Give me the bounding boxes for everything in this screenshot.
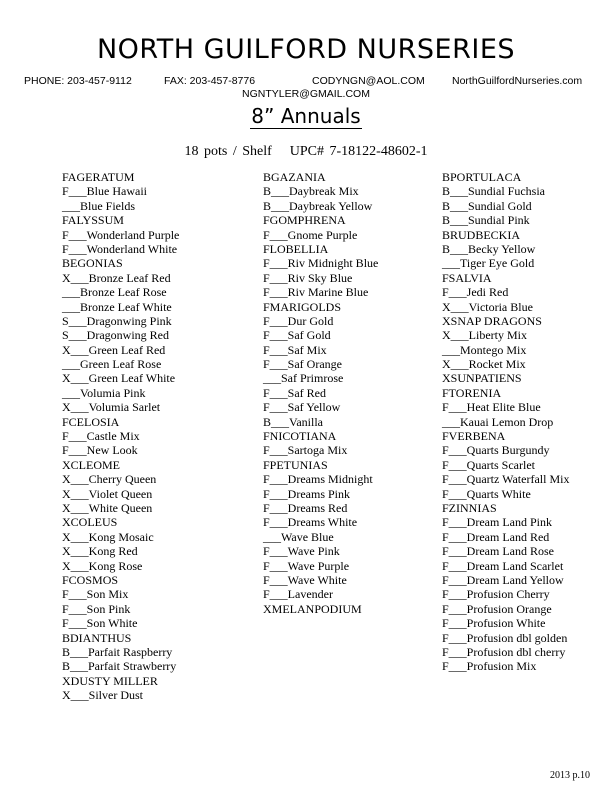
- plant-list-item: BGAZANIA: [263, 170, 326, 184]
- plant-list-item: F___Riv Sky Blue: [263, 270, 353, 285]
- plant-list-item: X___Green Leaf White: [62, 371, 176, 386]
- plant-list-item: F___Dreams Midnight: [263, 472, 373, 487]
- plant-list-item: FSALVIA: [442, 270, 492, 285]
- plant-list-item: XDUSTY MILLER: [62, 673, 158, 688]
- plant-list-item: F___Wave Purple: [263, 558, 350, 573]
- plant-list-item: X___Liberty Mix: [442, 328, 527, 343]
- plant-list-item: F___Wave White: [263, 572, 347, 587]
- plant-list-column-1: [62, 170, 242, 702]
- plant-list-item: F___Dreams Red: [263, 500, 348, 515]
- plant-list-item: ___Bronze Leaf White: [62, 299, 172, 314]
- section-title-text: 8” Annuals: [251, 104, 361, 128]
- plant-list-item: ___Wave Blue: [263, 529, 334, 544]
- plant-list-item: X___Cherry Queen: [62, 472, 157, 487]
- fax-number: FAX: 203-457-8776: [164, 75, 256, 87]
- plant-list-item: F___Profusion Cherry: [442, 587, 550, 602]
- email-address: CODYNGN@AOL.COM: [312, 75, 425, 87]
- plant-list-item: XCLEOME: [62, 457, 120, 472]
- plant-list-item: FPETUNIAS: [263, 457, 328, 472]
- plant-list-item: S___Dragonwing Pink: [62, 313, 172, 328]
- plant-list-item: ___Blue Fields: [62, 198, 136, 213]
- plant-list-item: F___Profusion dbl golden: [442, 630, 568, 645]
- plant-list-item: F___Son Mix: [62, 587, 129, 602]
- plant-list-item: XSUNPATIENS: [442, 371, 522, 386]
- plant-list-item: FLOBELLIA: [263, 241, 329, 256]
- plant-list-item: F___Profusion Mix: [442, 659, 537, 674]
- plant-list-item: X___Bronze Leaf Red: [62, 270, 171, 285]
- plant-list-item: FALYSSUM: [62, 213, 124, 228]
- plant-list-item: ___Saf Primrose: [263, 371, 344, 386]
- plant-list-item: X___Silver Dust: [62, 688, 143, 703]
- plant-list-item: B___Vanilla: [263, 414, 323, 429]
- plant-list-item: F___Quarts Burgundy: [442, 443, 550, 458]
- plant-list-item: X___White Queen: [62, 500, 153, 515]
- plant-list-item: ___Bronze Leaf Rose: [62, 285, 167, 300]
- plant-list-item: F___Wonderland Purple: [62, 227, 180, 242]
- plant-list-item: B___Sundial Fuchsia: [442, 184, 546, 199]
- plant-list-item: B___Becky Yellow: [442, 241, 536, 256]
- plant-list-item: FCOSMOS: [62, 572, 119, 587]
- pots-per-shelf: 18 pots / Shelf: [184, 144, 272, 159]
- email-address-secondary: NGNTYLER@GMAIL.COM: [242, 88, 370, 100]
- plant-list-item: F___Saf Yellow: [263, 400, 341, 415]
- plant-list-item: ___Tiger Eye Gold: [442, 256, 535, 271]
- page-footer: 2013 p.10: [550, 770, 590, 781]
- plant-list-item: F___Dur Gold: [263, 313, 334, 328]
- plant-list-item: F___Sartoga Mix: [263, 443, 348, 458]
- plant-list-item: B___Daybreak Mix: [263, 184, 359, 199]
- plant-list-item: F___Profusion Orange: [442, 601, 552, 616]
- plant-list-item: F___Lavender: [263, 587, 333, 602]
- plant-list-item: F___Dream Land Scarlet: [442, 558, 564, 573]
- plant-list-item: ___Volumia Pink: [62, 385, 146, 400]
- plant-list-item: BDIANTHUS: [62, 630, 132, 645]
- plant-list-item: F___Heat Elite Blue: [442, 400, 541, 415]
- plant-list-item: F___Saf Mix: [263, 342, 327, 357]
- plant-list-item: FZINNIAS: [442, 500, 497, 515]
- plant-list-item: X___Rocket Mix: [442, 357, 526, 372]
- plant-list-item: XMELANPODIUM: [263, 601, 362, 616]
- plant-list-item: XSNAP DRAGONS: [442, 313, 542, 328]
- plant-list-item: FNICOTIANA: [263, 429, 337, 444]
- plant-list-item: F___Quarts White: [442, 486, 531, 501]
- phone-number: PHONE: 203-457-9112: [24, 75, 132, 87]
- plant-list-item: F___Saf Red: [263, 385, 326, 400]
- plant-list-item: BPORTULACA: [442, 170, 522, 184]
- plant-list-column-3: [442, 170, 612, 674]
- plant-list-column-2: [263, 170, 443, 616]
- plant-list-item: F___Riv Marine Blue: [263, 285, 369, 300]
- plant-list-item: F___Son Pink: [62, 601, 131, 616]
- plant-list-item: X___Kong Mosaic: [62, 529, 154, 544]
- plant-list-item: F___Gnome Purple: [263, 227, 358, 242]
- plant-list-item: F___Profusion White: [442, 616, 546, 631]
- plant-list-item: BEGONIAS: [62, 256, 123, 271]
- plant-list-item: F___Riv Midnight Blue: [263, 256, 379, 271]
- plant-list-item: FVERBENA: [442, 429, 506, 444]
- plant-list-item: X___Kong Red: [62, 544, 138, 559]
- section-title: [0, 104, 612, 128]
- plant-list-item: F___Saf Orange: [263, 357, 342, 372]
- plant-list-item: X___Victoria Blue: [442, 299, 533, 314]
- plant-list-item: F___Saf Gold: [263, 328, 331, 343]
- plant-list-item: B___Daybreak Yellow: [263, 198, 373, 213]
- plant-list-item: F___Quartz Waterfall Mix: [442, 472, 570, 487]
- plant-list-item: X___Kong Rose: [62, 558, 143, 573]
- website: NorthGuilfordNurseries.com: [452, 75, 583, 87]
- plant-list-item: X___Volumia Sarlet: [62, 400, 161, 415]
- plant-list-item: FCELOSIA: [62, 414, 120, 429]
- plant-list-item: F___Blue Hawaii: [62, 184, 147, 199]
- plant-list-item: X___Green Leaf Red: [62, 342, 166, 357]
- plant-list-item: F___Dreams Pink: [263, 486, 350, 501]
- plant-list-item: ___Green Leaf Rose: [62, 357, 162, 372]
- plant-list-item: F___Castle Mix: [62, 429, 140, 444]
- plant-list-item: F___Dream Land Yellow: [442, 572, 564, 587]
- plant-list-item: F___Jedi Red: [442, 285, 509, 300]
- pots-info-line: [0, 143, 612, 161]
- plant-list-item: FGOMPHRENA: [263, 213, 346, 228]
- plant-list-item: B___Parfait Strawberry: [62, 659, 177, 674]
- plant-list-item: B___Sundial Gold: [442, 198, 532, 213]
- plant-list-item: S___Dragonwing Red: [62, 328, 169, 343]
- plant-list-item: FAGERATUM: [62, 170, 135, 184]
- plant-list-item: F___Profusion dbl cherry: [442, 644, 566, 659]
- plant-list-item: FTORENIA: [442, 385, 502, 400]
- plant-list-item: F___New Look: [62, 443, 138, 458]
- plant-list-item: ___Montego Mix: [442, 342, 527, 357]
- plant-list-item: BRUDBECKIA: [442, 227, 521, 242]
- page-title: NORTH GUILFORD NURSERIES: [96, 34, 516, 65]
- plant-list-item: XCOLEUS: [62, 515, 118, 530]
- plant-list-item: ___Kauai Lemon Drop: [442, 414, 554, 429]
- plant-list-item: F___Dream Land Pink: [442, 515, 552, 530]
- plant-list-item: FMARIGOLDS: [263, 299, 342, 314]
- plant-list-item: F___Quarts Scarlet: [442, 457, 535, 472]
- plant-list-item: X___Violet Queen: [62, 486, 153, 501]
- plant-list-item: F___Wave Pink: [263, 544, 340, 559]
- plant-list-item: F___Son White: [62, 616, 138, 631]
- plant-list-item: B___Sundial Pink: [442, 213, 530, 228]
- plant-list-item: F___Wonderland White: [62, 241, 178, 256]
- plant-list-item: B___Parfait Raspberry: [62, 644, 173, 659]
- plant-list-item: F___Dreams White: [263, 515, 358, 530]
- plant-list-item: F___Dream Land Rose: [442, 544, 554, 559]
- upc-code: UPC# 7-18122-48602-1: [289, 144, 428, 159]
- plant-list-item: F___Dream Land Red: [442, 529, 550, 544]
